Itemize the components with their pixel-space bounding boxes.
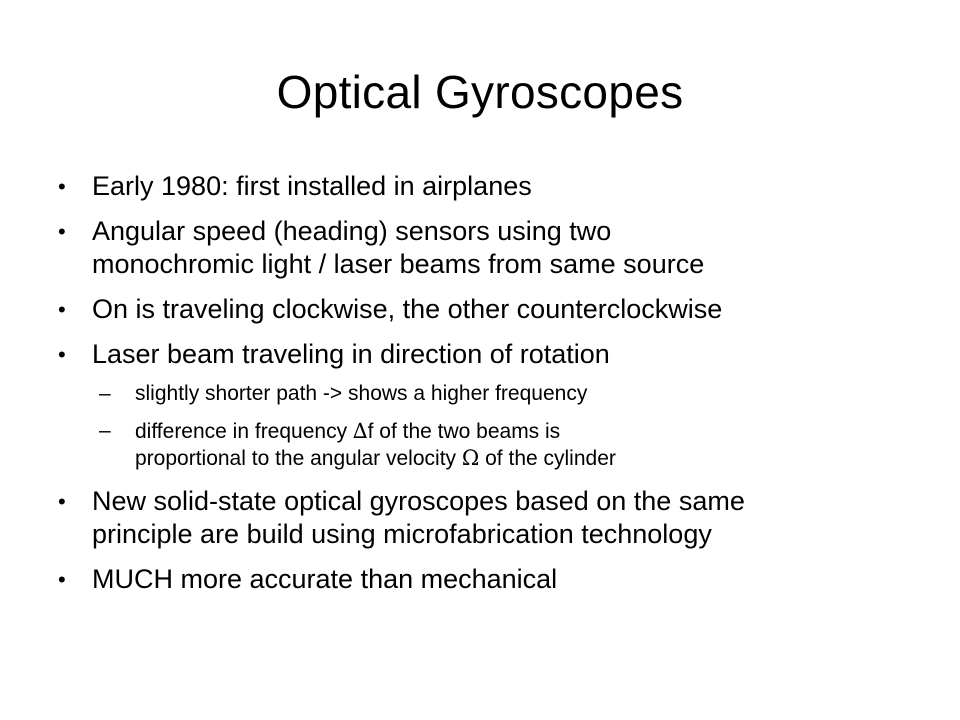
sub-bullet-item (58, 418, 908, 472)
bullet-text: monochromic light / laser beams from same source (92, 249, 705, 279)
sub-bullet-line (135, 418, 908, 445)
bullet-dot: • (58, 567, 66, 592)
bullet-item (58, 338, 908, 371)
sub-bullet-text: of the cylinder (479, 447, 616, 470)
sub-bullet-text: slightly shorter path -> shows a higher frequency (135, 382, 588, 405)
bullet-text: Early 1980: first installed in airplanes (92, 171, 532, 201)
slide-title: Optical Gyroscopes (276, 66, 684, 118)
bullet-item (58, 293, 908, 326)
bullet-item (58, 170, 908, 203)
sub-bullet-item (58, 381, 908, 407)
bullet-list (58, 170, 908, 608)
bullet-item (58, 563, 908, 596)
bullet-text: On is traveling clockwise, the other counterclockwise (92, 294, 723, 324)
sub-bullet-line (135, 445, 908, 472)
sub-bullet-text: proportional to the angular velocity (135, 447, 462, 470)
bullet-text: Laser beam traveling in direction of rotation (92, 339, 610, 369)
bullet-dot: • (58, 297, 66, 322)
sub-bullet-text: difference in frequency (135, 420, 353, 443)
bullet-dot: • (58, 342, 66, 367)
delta-symbol: ∆ (352, 419, 368, 443)
sub-bullet-text: f of the two beams is (367, 420, 561, 443)
bullet-dot: • (58, 219, 66, 244)
omega-symbol: Ω (461, 446, 480, 470)
sub-bullet-dash: – (99, 382, 111, 405)
bullet-text: MUCH more accurate than mechanical (92, 564, 558, 594)
bullet-item (58, 485, 908, 551)
bullet-dot: • (58, 174, 66, 199)
bullet-text: New solid-state optical gyroscopes based on the same (92, 486, 745, 516)
bullet-text: Angular speed (heading) sensors using two (92, 216, 612, 246)
bullet-dot: • (58, 489, 66, 514)
bullet-item (58, 215, 908, 281)
sub-bullet-dash: – (99, 419, 111, 442)
bullet-text: principle are build using microfabrication technology (92, 519, 712, 549)
